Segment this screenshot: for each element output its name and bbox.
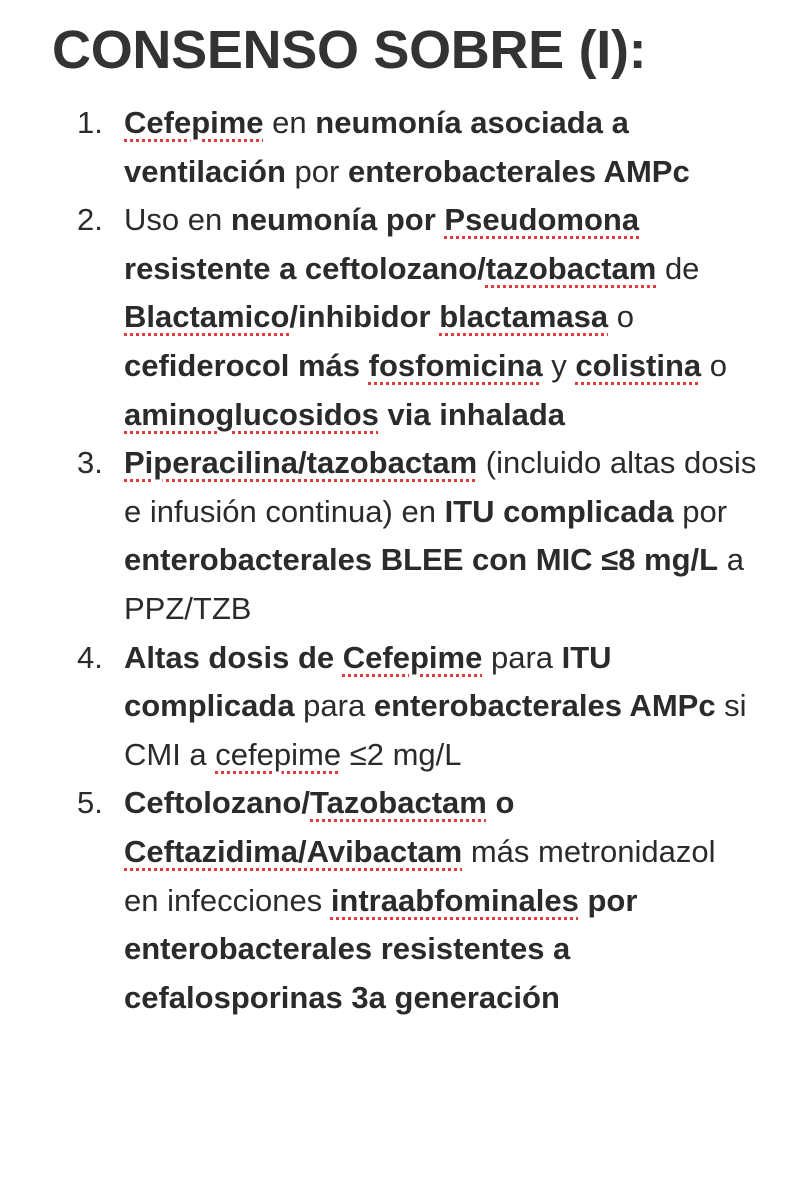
text-segment: a PPZ/TZB — [124, 542, 744, 626]
text-segment: ITU complicada — [444, 493, 674, 529]
page-title: CONSENSO SOBRE (I): — [52, 20, 647, 80]
list-item-number: 1. — [77, 105, 103, 140]
spellcheck-word: Blactamico — [124, 299, 290, 335]
spellcheck-word: Piperacilina/tazobactam — [124, 445, 478, 481]
text-segment: o — [701, 347, 727, 383]
text-segment: por — [285, 153, 348, 189]
list-item — [0, 779, 797, 1022]
text-segment: Altas dosis de — [124, 639, 343, 675]
text-segment: via inhalada — [378, 396, 565, 432]
spellcheck-word: Tazobactam — [310, 785, 487, 821]
text-segment: y — [542, 347, 576, 383]
text-segment: en — [263, 105, 316, 140]
text-segment: resistente a ceftolozano/ — [124, 250, 486, 286]
list-item — [0, 196, 797, 439]
text-segment: para — [482, 639, 562, 675]
text-segment: (incluido altas dosis e infusión continua) en — [124, 445, 757, 529]
list-item-number: 3. — [77, 445, 103, 481]
text-segment: neumonía por — [230, 202, 445, 238]
spellcheck-word: colistina — [575, 347, 702, 383]
text-segment: neumonía asociada a ventilación — [124, 105, 629, 189]
list-item-number: 2. — [77, 202, 103, 238]
text-segment: por enterobacterales resistentes a cefalosporinas 3a generación — [124, 882, 638, 1015]
spellcheck-word: Ceftazidima/Avibactam — [124, 833, 463, 869]
spellcheck-word: blactamasa — [439, 299, 609, 335]
text-segment: para — [294, 688, 374, 724]
spellcheck-word: cefepime — [215, 736, 342, 772]
text-segment: enterobacterales AMPc — [347, 153, 690, 189]
text-segment: Uso en — [124, 202, 231, 238]
consensus-list — [0, 99, 797, 1022]
spellcheck-word: intraabfominales — [330, 882, 579, 918]
spellcheck-word: Cefepime — [124, 105, 264, 140]
list-item-number: 5. — [77, 785, 103, 821]
list-item — [0, 439, 797, 633]
spellcheck-word: aminoglucosidos — [124, 396, 379, 432]
text-segment: enterobacterales AMPc — [373, 688, 716, 724]
text-segment: ≤2 mg/L — [341, 736, 462, 772]
text-segment: ITU complicada — [124, 639, 612, 724]
text-segment: Ceftolozano/ — [124, 785, 310, 821]
text-segment: enterobacterales BLEE con MIC ≤8 mg/L — [124, 542, 719, 578]
text-segment: de — [656, 250, 700, 286]
spellcheck-word: tazobactam — [485, 250, 657, 286]
text-segment: si CMI a — [124, 688, 747, 772]
spellcheck-word: Cefepime — [342, 639, 483, 675]
text-segment: /inhibidor — [289, 299, 440, 335]
spellcheck-word: Pseudomona — [444, 202, 640, 238]
text-segment: o — [486, 785, 515, 821]
list-item — [0, 634, 797, 780]
text-segment: más metronidazol en infecciones — [124, 833, 716, 918]
text-segment: cefiderocol más — [124, 347, 369, 383]
text-segment: o — [608, 299, 634, 335]
list-item — [0, 99, 797, 196]
spellcheck-word: fosfomicina — [368, 347, 543, 383]
list-item-number: 4. — [77, 639, 103, 675]
text-segment: por — [673, 493, 728, 529]
